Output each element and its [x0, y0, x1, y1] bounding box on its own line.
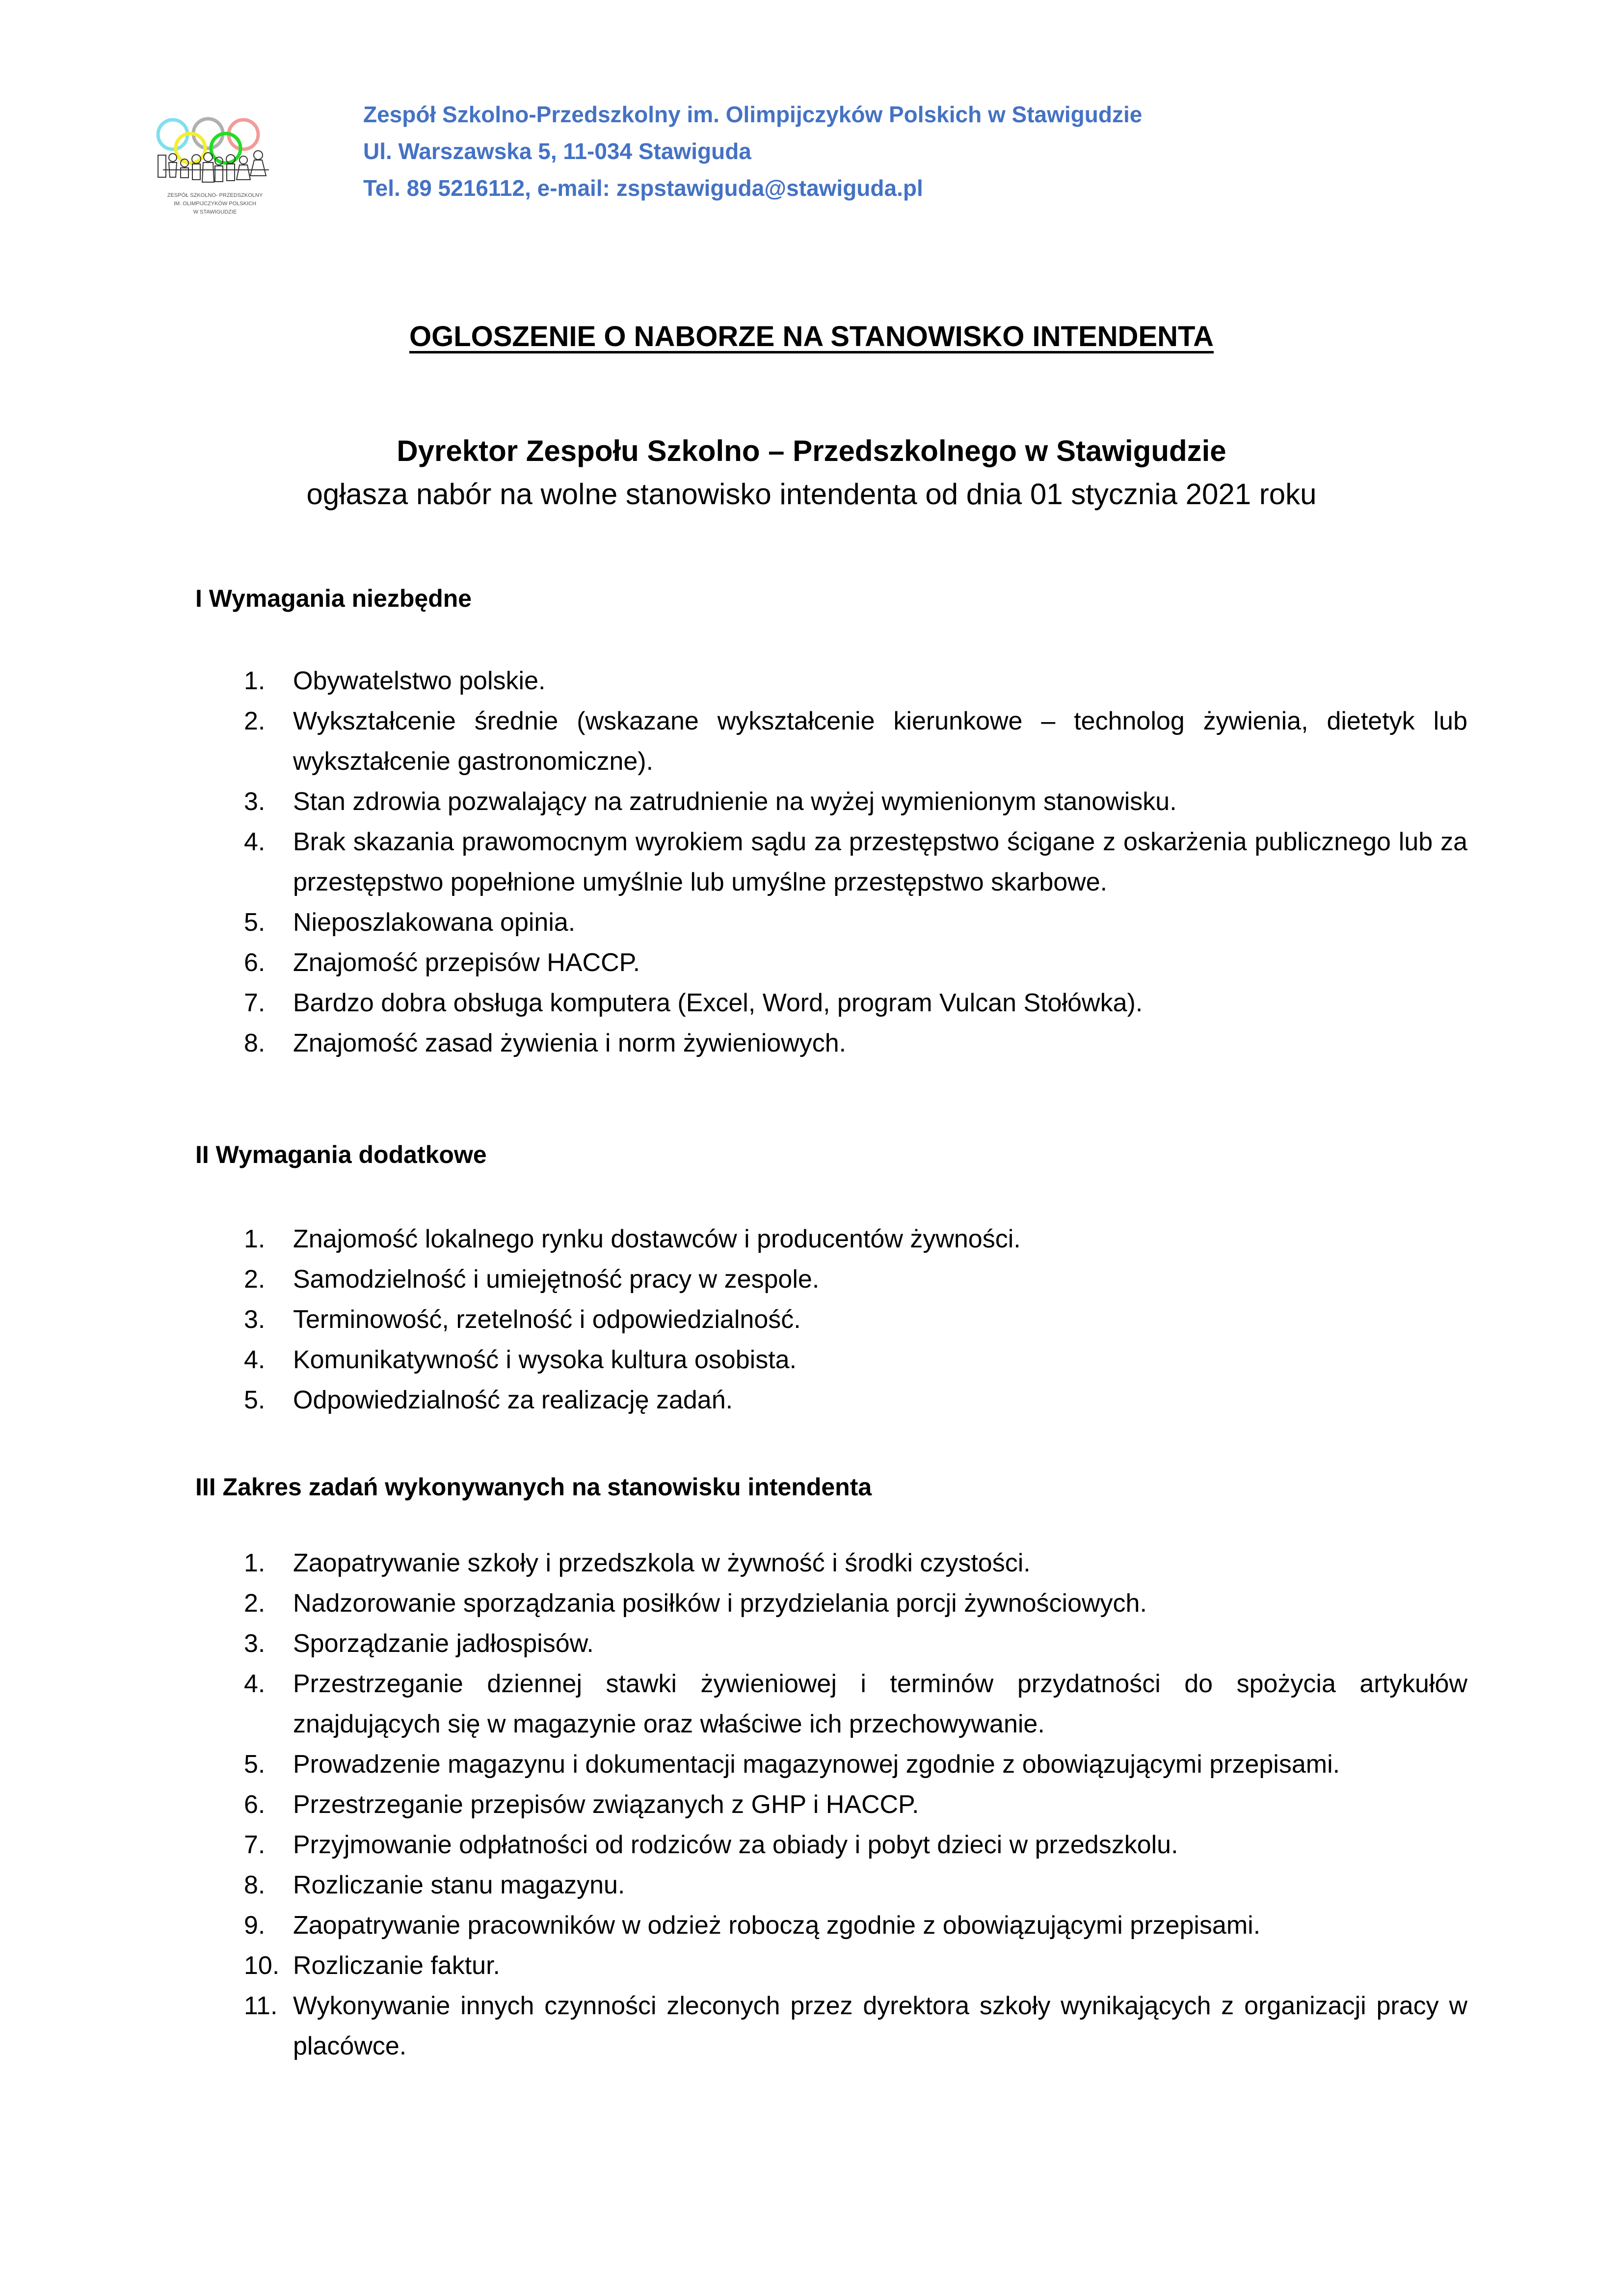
section-heading-additional: II Wymagania dodatkowe	[195, 1141, 487, 1168]
item-number: 2.	[244, 1589, 266, 1618]
list-item	[244, 1219, 1467, 1259]
item-number: 10.	[244, 1951, 280, 1980]
list-item	[244, 822, 1467, 902]
list-item	[244, 782, 1467, 822]
item-text: Znajomość zasad żywienia i norm żywieniowych.	[293, 1029, 847, 1057]
item-text: Nieposzlakowana opinia.	[293, 908, 576, 937]
item-text: Bardzo dobra obsługa komputera (Excel, Word, program Vulcan Stołówka).	[293, 989, 1143, 1017]
item-number: 8.	[244, 1871, 266, 1899]
item-text: Przyjmowanie odpłatności od rodziców za obiady i pobyt dzieci w przedszkolu.	[293, 1831, 1178, 1859]
subtitle-announcement: ogłasza nabór na wolne stanowisko intendenta od dnia 01 stycznia 2021 roku	[306, 478, 1317, 511]
list-item	[244, 1945, 1467, 1986]
list-item	[244, 1023, 1467, 1063]
item-text: Stan zdrowia pozwalający na zatrudnienie na wyżej wymienionym stanowisku.	[293, 787, 1177, 816]
item-text: Rozliczanie faktur.	[293, 1951, 500, 1980]
item-text: Zaopatrywanie pracowników w odzież roboczą zgodnie z obowiązującymi przepisami.	[293, 1911, 1261, 1940]
item-number: 1.	[244, 1549, 266, 1577]
item-text: Wykonywanie innych czynności zleconych przez dyrektora szkoły wynikających z organizacji pracy w placówce.	[293, 1992, 1467, 2060]
subtitle-director: Dyrektor Zespołu Szkolno – Przedszkolnego w Stawigudzie	[397, 434, 1226, 467]
logo-caption-line: W STAWIGUDZIE	[193, 209, 237, 215]
item-number: 4.	[244, 1346, 266, 1374]
item-number: 7.	[244, 1831, 266, 1859]
school-contact: Tel. 89 5216112, e-mail: zspstawiguda@stawiguda.pl	[363, 175, 923, 201]
list-item	[244, 902, 1467, 943]
item-text: Komunikatywność i wysoka kultura osobista.	[293, 1346, 797, 1374]
item-number: 4.	[244, 828, 266, 856]
item-text: Samodzielność i umiejętność pracy w zespole.	[293, 1265, 820, 1294]
item-number: 2.	[244, 1265, 266, 1294]
list-additional	[244, 1219, 1467, 1420]
page-title: OGLOSZENIE O NABORZE NA STANOWISKO INTENDENTA	[409, 321, 1214, 352]
list-item	[244, 1623, 1467, 1664]
section-heading-duties: III Zakres zadań wykonywanych na stanowisku intendenta	[195, 1473, 872, 1501]
item-number: 3.	[244, 1629, 266, 1658]
list-item	[244, 1259, 1467, 1299]
item-text: Zaopatrywanie szkoły i przedszkola w żywność i środki czystości.	[293, 1549, 1031, 1577]
list-item	[244, 1664, 1467, 1744]
list-item	[244, 983, 1467, 1023]
item-text: Znajomość przepisów HACCP.	[293, 948, 640, 977]
list-item	[244, 1825, 1467, 1865]
list-item	[244, 701, 1467, 782]
item-number: 3.	[244, 1305, 266, 1334]
list-item	[244, 1299, 1467, 1340]
olympic-rings-children-icon	[153, 116, 277, 220]
item-number: 8.	[244, 1029, 266, 1057]
item-number: 5.	[244, 1750, 266, 1779]
list-required	[244, 661, 1467, 1063]
item-text: Terminowość, rzetelność i odpowiedzialność.	[293, 1305, 801, 1334]
school-address: Ul. Warszawska 5, 11-034 Stawiguda	[363, 138, 751, 164]
item-number: 5.	[244, 1386, 266, 1414]
item-text: Wykształcenie średnie (wskazane wykształcenie kierunkowe – technolog żywienia, dietetyk lub wykształcenie gastronomiczne).	[293, 707, 1467, 776]
item-number: 2.	[244, 707, 266, 735]
logo-caption-line: ZESPÓŁ SZKOLNO- PRZEDSZKOLNY	[167, 192, 263, 198]
item-number: 5.	[244, 908, 266, 937]
list-item	[244, 1865, 1467, 1905]
item-text: Przestrzeganie przepisów związanych z GHP i HACCP.	[293, 1790, 919, 1819]
item-number: 1.	[244, 667, 266, 695]
list-item	[244, 1784, 1467, 1825]
item-text: Obywatelstwo polskie.	[293, 667, 546, 695]
list-duties	[244, 1543, 1467, 2066]
item-text: Odpowiedzialność za realizację zadań.	[293, 1386, 733, 1414]
item-text: Znajomość lokalnego rynku dostawców i producentów żywności.	[293, 1225, 1021, 1253]
school-name: Zespół Szkolno-Przedszkolny im. Olimpijczyków Polskich w Stawigudzie	[363, 102, 1143, 127]
list-item	[244, 1340, 1467, 1380]
school-logo	[153, 116, 277, 220]
list-item	[244, 1986, 1467, 2066]
list-item	[244, 1744, 1467, 1784]
item-number: 3.	[244, 787, 266, 816]
item-number: 6.	[244, 948, 266, 977]
item-number: 11.	[244, 1992, 278, 2020]
item-text: Sporządzanie jadłospisów.	[293, 1629, 594, 1658]
item-text: Przestrzeganie dziennej stawki żywieniowej i terminów przydatności do spożycia artykułów znajdujących się w magazynie oraz właściwe ich przechowywanie.	[293, 1670, 1467, 1738]
list-item	[244, 1583, 1467, 1623]
item-text: Brak skazania prawomocnym wyrokiem sądu za przestępstwo ścigane z oskarżenia publicznego lub za przestępstwo popełnione umyślnie lub umyślne przestępstwo skarbowe.	[293, 828, 1467, 896]
item-number: 4.	[244, 1670, 266, 1698]
school-letterhead	[363, 96, 1142, 207]
item-text: Nadzorowanie sporządzania posiłków i przydzielania porcji żywnościowych.	[293, 1589, 1147, 1618]
list-item	[244, 1380, 1467, 1420]
item-number: 6.	[244, 1790, 266, 1819]
item-text: Prowadzenie magazynu i dokumentacji magazynowej zgodnie z obowiązującymi przepisami.	[293, 1750, 1340, 1779]
list-item	[244, 1543, 1467, 1583]
section-heading-required: I Wymagania niezbędne	[195, 585, 472, 612]
list-item	[244, 943, 1467, 983]
item-text: Rozliczanie stanu magazynu.	[293, 1871, 625, 1899]
item-number: 7.	[244, 989, 266, 1017]
logo-caption-line: IM. OLIMPIJCZYKÓW POLSKICH	[173, 201, 257, 207]
item-number: 9.	[244, 1911, 266, 1940]
item-number: 1.	[244, 1225, 266, 1253]
list-item	[244, 661, 1467, 701]
list-item	[244, 1905, 1467, 1945]
